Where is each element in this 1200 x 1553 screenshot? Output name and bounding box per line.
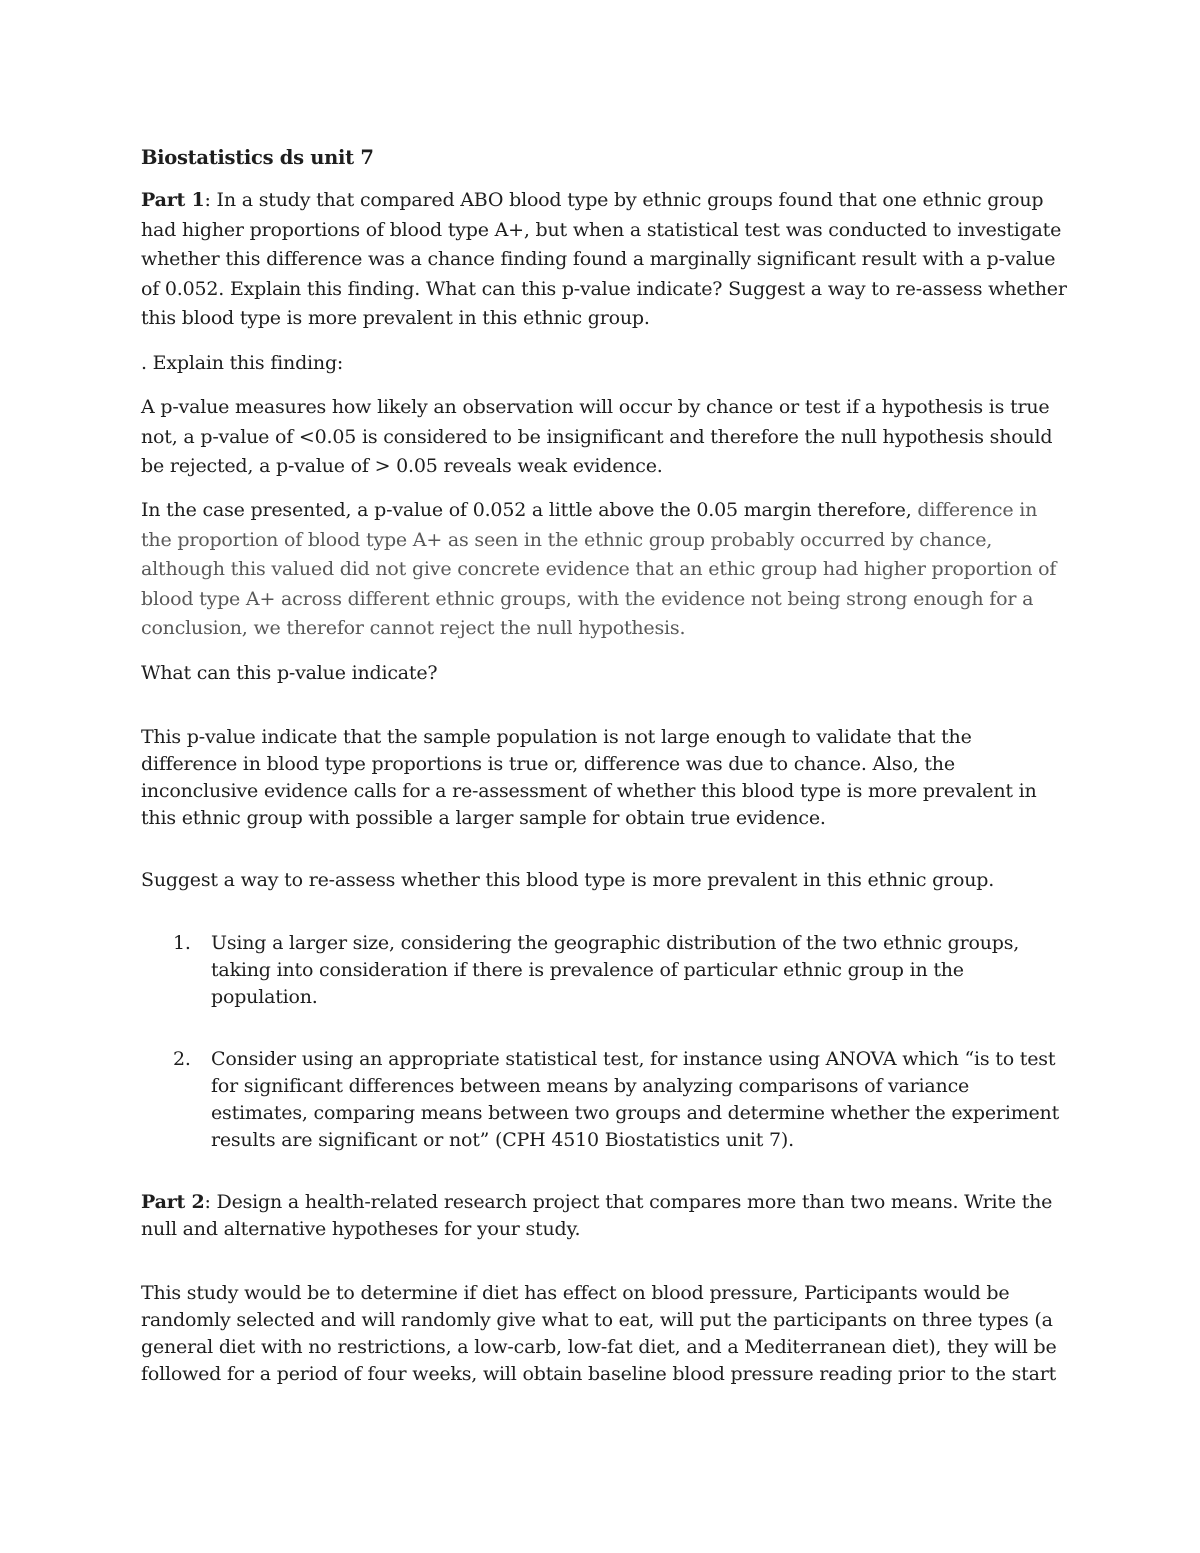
explain-heading: . Explain this finding: (141, 352, 344, 374)
part1-question: : In a study that compared ABO blood type by ethnic groups found that one ethnic group had higher proportions of blood type A+, but when a statistical test was conducted to investigate whether this difference was a chance finding found a marginally significant result with a p-value of 0.052. Explain this finding. What can this p-value indicate? Suggest a way to re-assess whether this blood type is more prevalent in this ethnic group. (141, 189, 1067, 329)
study-paragraph: This study would be to determine if diet has effect on blood pressure, Participants would be randomly selected and will randomly give what to eat, will put the participants on three types (a general diet with no restrictions, a low-carb, low-fat diet, and a Mediterranean diet), they will be followed for a period of four weeks, will obtain baseline blood pressure reading prior to the start (141, 1282, 1057, 1385)
list-text: Consider using an appropriate statistical test, for instance using ANOVA which “is to test for significant differences between means by analyzing comparisons of variance estimates, comparing means between two groups and determine whether the experiment results are significant or not” (CPH 4510 Biostatistics unit 7). (211, 1048, 1060, 1151)
part1-paragraph (141, 186, 1071, 334)
list-number: 1. (173, 932, 191, 954)
case-paragraph-start: In the case presented, a p-value of 0.052 a little above the 0.05 margin therefore, (141, 499, 918, 521)
case-paragraph (141, 496, 1071, 644)
case-paragraph-rest: difference in the proportion of blood type A+ as seen in the ethnic group probably occurred by chance, although this valued did not give concrete evidence that an ethic group had higher proportion of blood type A+ across different ethnic groups, with the evidence not being strong enough for a conclusion, we therefor cannot reject the null hypothesis. (141, 499, 1057, 639)
explain-paragraph: A p-value measures how likely an observation will occur by chance or test if a hypothesis is true not, a p-value of <0.05 is considered to be insignificant and therefore the null hypothesis should be rejected, a p-value of > 0.05 reveals weak evidence. (141, 396, 1053, 477)
list-item (173, 930, 1063, 1011)
part2-paragraph (141, 1189, 1071, 1243)
indicate-heading: What can this p-value indicate? (141, 662, 438, 684)
part2-question: : Design a health-related research project that compares more than two means. Write the null and alternative hypotheses for your study. (141, 1191, 1053, 1240)
suggest-heading: Suggest a way to re-assess whether this blood type is more prevalent in this ethnic group. (141, 869, 995, 891)
part2-label: Part 2 (141, 1191, 205, 1213)
list-number: 2. (173, 1048, 191, 1070)
list-text: Using a larger size, considering the geographic distribution of the two ethnic groups, taking into consideration if there is prevalence of particular ethnic group in the population. (211, 932, 1020, 1008)
indicate-paragraph: This p-value indicate that the sample population is not large enough to validate that the difference in blood type proportions is true or, difference was due to chance. Also, the inconclusive evidence calls for a re-assessment of whether this blood type is more prevalent in this ethnic group with possible a larger sample for obtain true evidence. (141, 726, 1037, 829)
document-title: Biostatistics ds unit 7 (141, 146, 374, 169)
list-item (173, 1046, 1063, 1154)
part1-label: Part 1 (141, 189, 205, 211)
